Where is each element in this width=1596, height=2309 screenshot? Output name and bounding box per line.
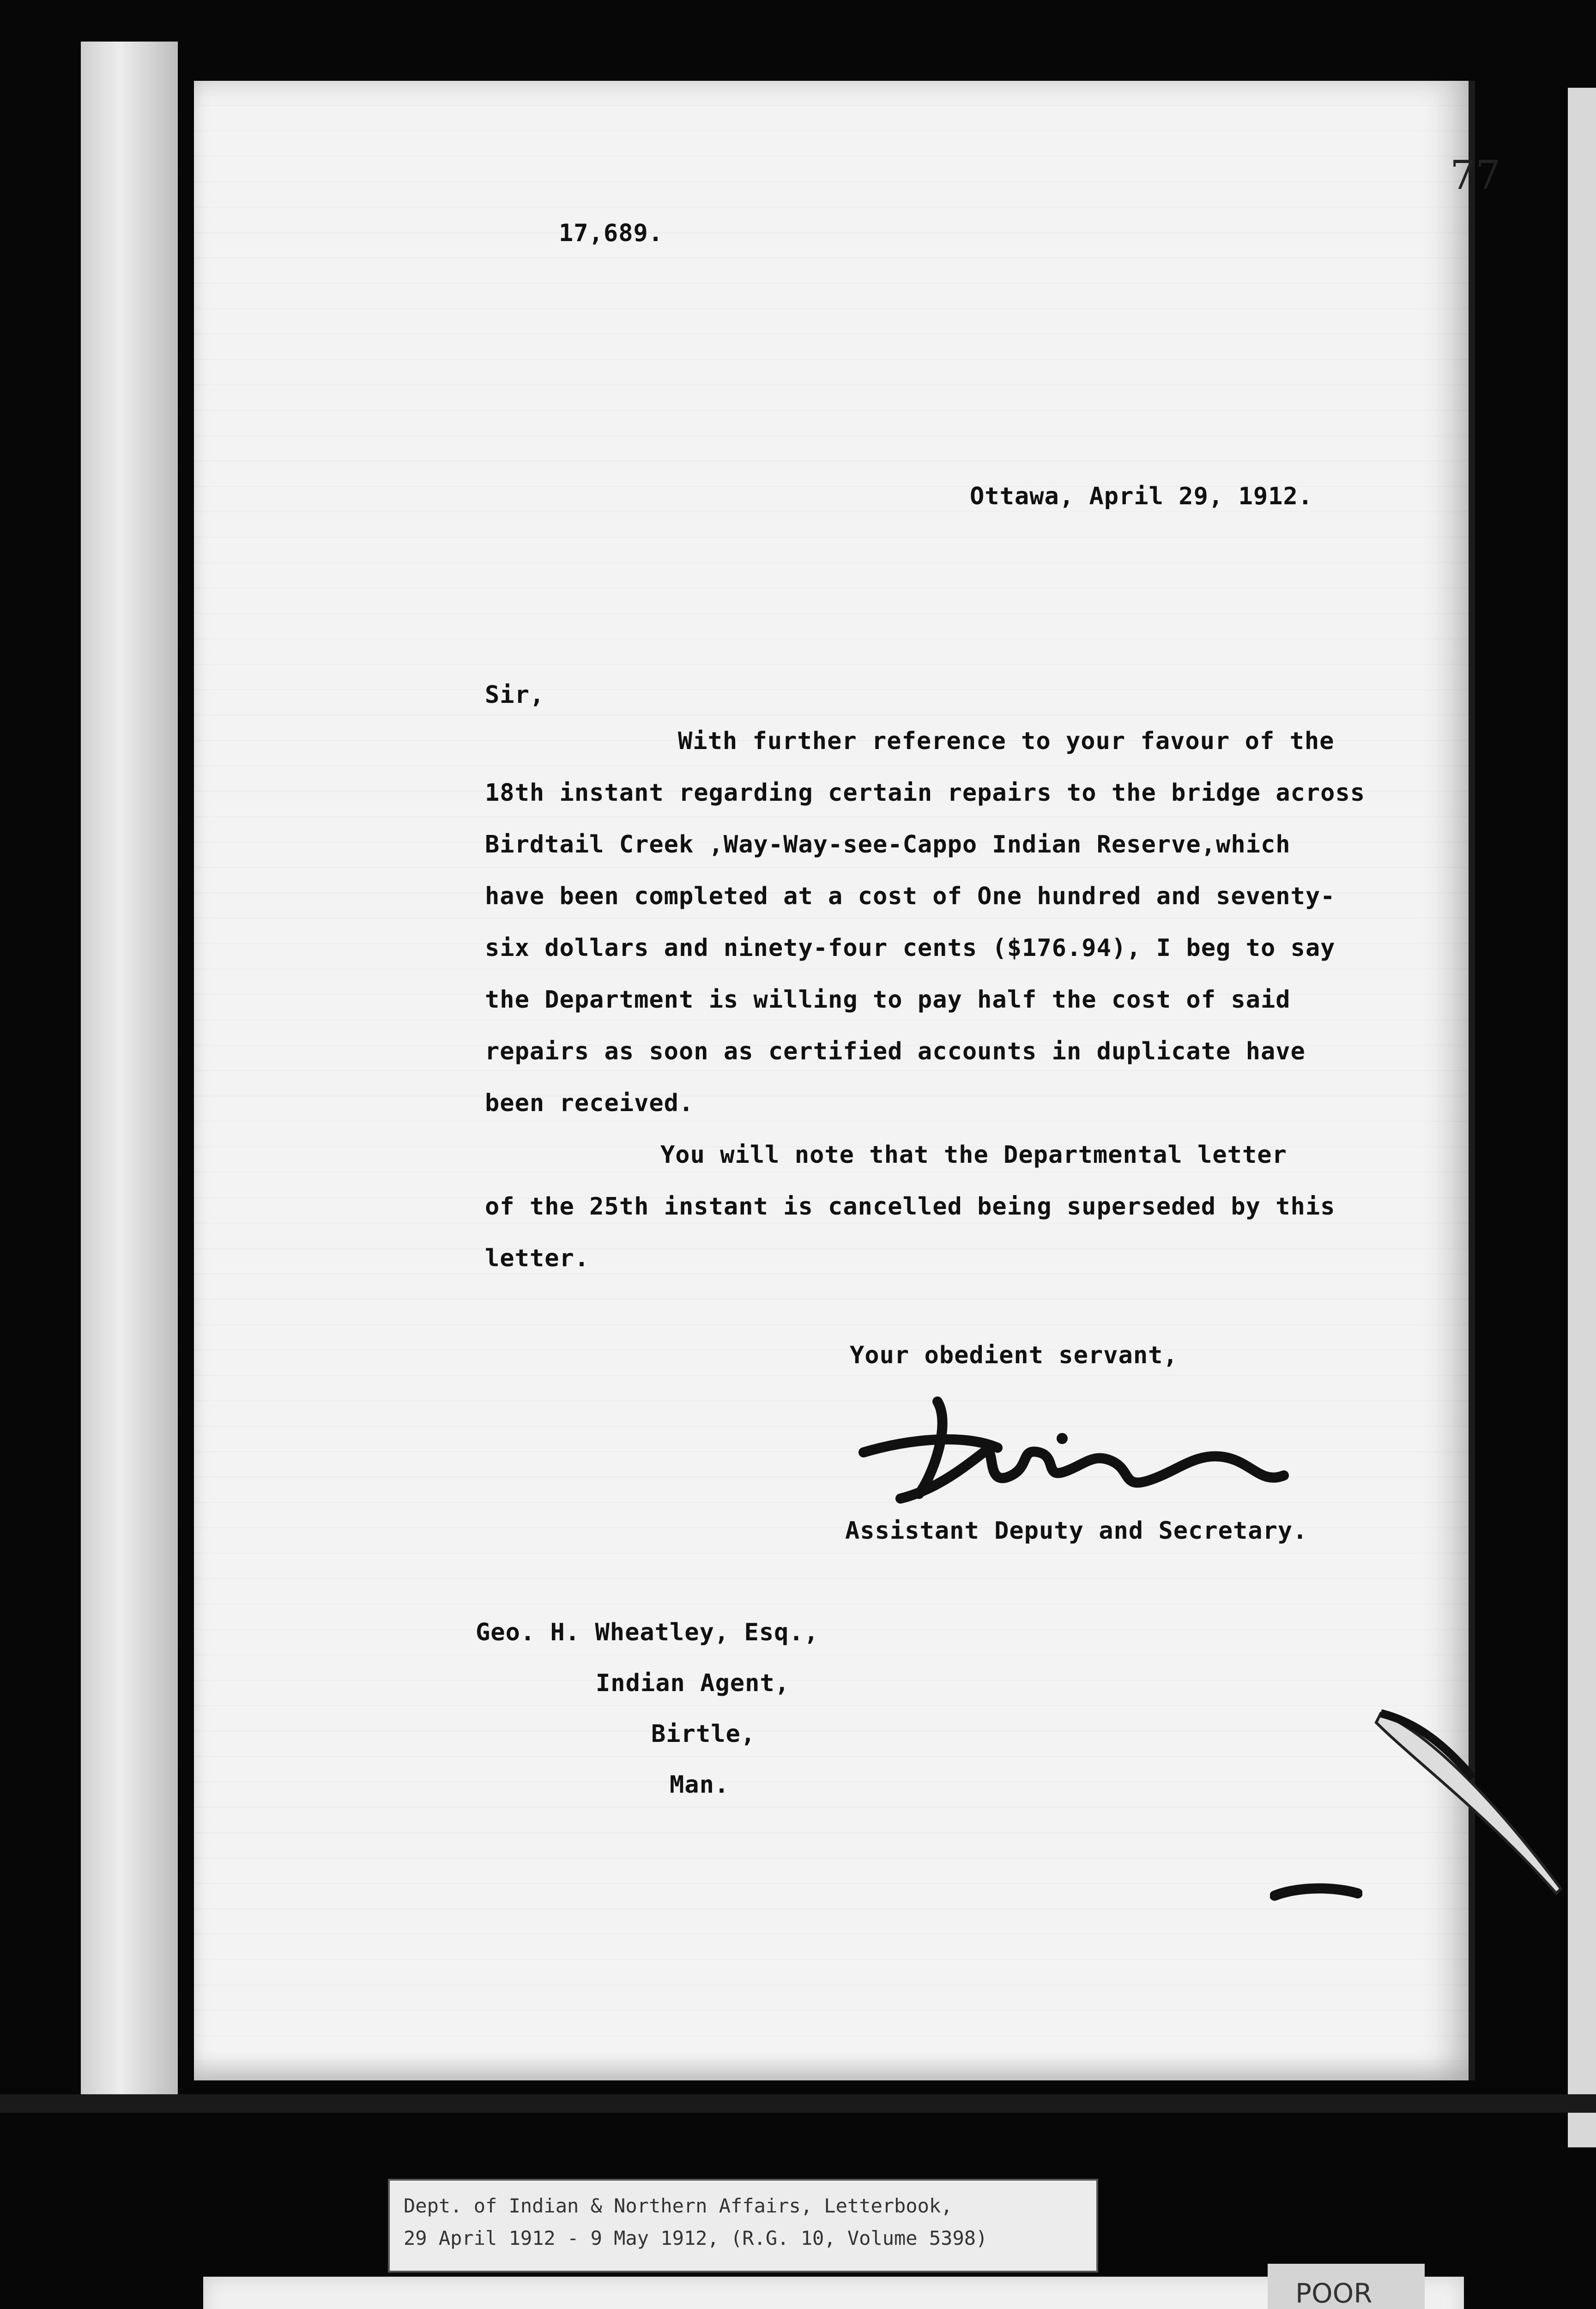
right-binding-strip [1568, 88, 1596, 2147]
body-line: 18th instant regarding certain repairs to the bridge across [485, 779, 1366, 807]
page-number: 77 [1450, 152, 1501, 199]
body-line: the Department is willing to pay half the cost of said [485, 986, 1291, 1014]
film-gap [0, 2094, 1596, 2113]
left-binding-strip [81, 42, 178, 2101]
body-line: been received. [485, 1089, 694, 1117]
letter-page [194, 81, 1501, 2080]
body-line: With further reference to your favour of the [678, 727, 1335, 755]
pen-tip [1372, 1704, 1566, 1898]
addressee-line: Geo. H. Wheatley, Esq., [476, 1619, 819, 1646]
file-number: 17,689. [559, 219, 664, 247]
signature [845, 1383, 1307, 1517]
addressee-line: Indian Agent, [596, 1669, 790, 1697]
body-line: six dollars and ninety-four cents ($176.94), I beg to say [485, 934, 1336, 962]
body-line: have been completed at a cost of One hundred and seventy- [485, 882, 1336, 910]
stamp-line: POOR [1295, 2278, 1372, 2309]
date-line: Ottawa, April 29, 1912. [970, 483, 1313, 510]
body-line: repairs as soon as certified accounts in duplicate have [485, 1038, 1306, 1065]
body-line: You will note that the Departmental letter [660, 1141, 1287, 1169]
salutation: Sir, [485, 681, 545, 709]
body-line: of the 25th instant is cancelled being superseded by this [485, 1193, 1336, 1221]
catalog-label [388, 2179, 1098, 2273]
closing: Your obedient servant, [850, 1342, 1178, 1369]
poor-copy-stamp [1268, 2264, 1425, 2309]
addressee-line: Man. [670, 1771, 730, 1799]
addressee-line: Birtle, [651, 1720, 756, 1748]
catalog-line: Dept. of Indian & Northern Affairs, Letterbook, [404, 2194, 953, 2217]
catalog-line: 29 April 1912 - 9 May 1912, (R.G. 10, Volume 5398) [404, 2227, 988, 2249]
body-line: letter. [485, 1245, 590, 1272]
signer-title: Assistant Deputy and Secretary. [845, 1517, 1308, 1545]
body-line: Birdtail Creek ,Way-Way-see-Cappo Indian Reserve,which [485, 831, 1291, 858]
ink-mark [1270, 1877, 1362, 1910]
